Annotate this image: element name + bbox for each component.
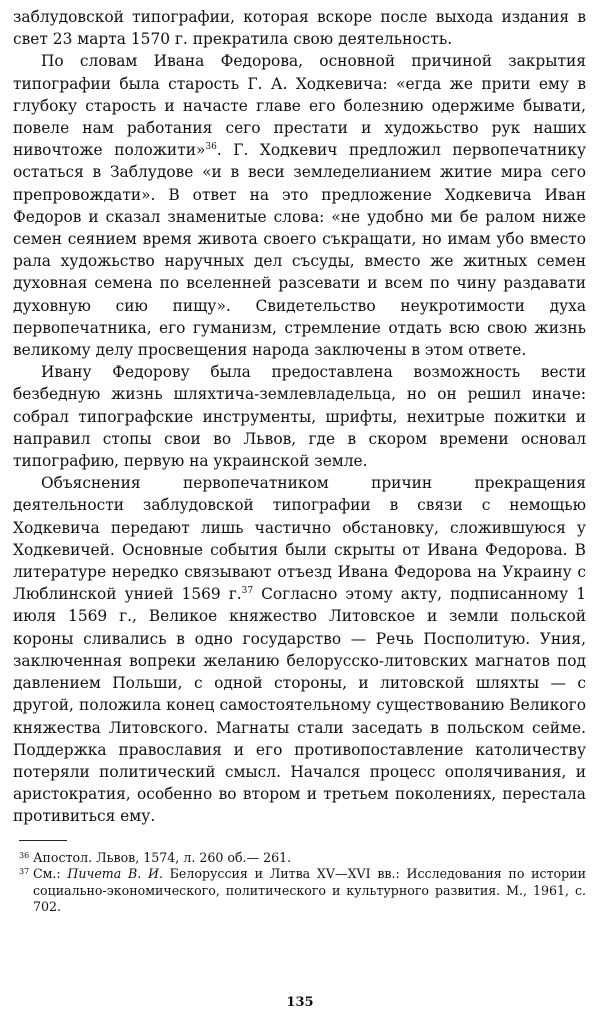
footnote-number: 37 bbox=[19, 867, 30, 877]
paragraph-4-text-cont: Согласно этому акту, подписанному 1 июля 1569 г., Великое княжество Литовское и земли польской короны сливались в одно государство — Речь Посполитую. Уния, заключенная вопреки желанию белорусско-литовских магнатов под давлением Польши, с одной стороны, и литовской шляхты — с другой, положила конец самостоятельному существованию Великого княжества Литовского. Магнаты стали заседать в польском сейме. Поддержка православия и его противопоставление католичеству потеряли политический смысл. Начался процесс ополячивания, и аристократия, особенно во втором и третьем поколениях, перестала противиться ему. bbox=[13, 585, 586, 826]
main-text bbox=[13, 6, 586, 828]
footnotes bbox=[13, 850, 586, 916]
paragraph-4-text: Объяснения первопечатником причин прекращения деятельности заблудовской типографии в связи с немощью Ходкевича передают лишь частично обстановку, сложившуюся у Ходкевичей. Основные события были скрыты от Ивана Федорова. В литературе нередко связывают отъезд Ивана Федорова на Украину с Люблинской унией 1569 г. bbox=[13, 474, 586, 604]
footnote-ref-36: 36 bbox=[205, 142, 217, 153]
paragraph-3-text: Ивану Федорову была предоставлена возможность вести безбедную жизнь шляхтича-землевладельца, но он решил иначе: собрал типографские инструменты, шрифты, нехитрые пожитки и направил стопы свои во Львов, где в скором времени основал типографию, первую на украинской земле. bbox=[13, 363, 586, 471]
page-number: 135 bbox=[286, 995, 314, 1010]
footnote-36 bbox=[13, 850, 586, 867]
footnote-divider bbox=[19, 840, 67, 841]
footnote-text-cont: Белоруссия и Литва XV—XVI вв.: Исследования по истории социально-экономического, политического и культурного развития. М., 1961, с. 702. bbox=[33, 866, 586, 915]
paragraph-3 bbox=[13, 361, 586, 472]
paragraph-1-text: заблудовской типографии, которая вскоре после выхода издания в свет 23 марта 1570 г. прекратила свою деятельность. bbox=[13, 8, 586, 49]
footnote-text: Апостол. Львов, 1574, л. 260 об.— 261. bbox=[33, 849, 292, 865]
footnote-author: Пичета В. И. bbox=[67, 866, 163, 882]
footnote-text: См.: bbox=[33, 866, 68, 882]
paragraph-2 bbox=[13, 50, 586, 361]
paragraph-2-text-cont: . Г. Ходкевич предложил первопечатнику остаться в Заблудове «и в веси земледелианием житие мира сего препровождати». В ответ на это предложение Ходкевича Иван Федоров и сказал знаменитые слова: «не удобно ми бе ралом ниже семен сеянием время живота своего съкращати, но имам убо вместо рала художьство наручных дел съсуды, вместо же житных семен духовная семена по вселенней разсевати и всем по чину раздавати духовную сию пищу». Свидетельство неукротимости духа первопечатника, его гуманизм, стремление отдать всю свою жизнь великому делу просвещения народа заключены в этом ответе. bbox=[13, 141, 587, 360]
footnote-number: 36 bbox=[19, 850, 30, 860]
footnote-ref-37: 37 bbox=[241, 586, 254, 597]
paragraph-4 bbox=[13, 472, 586, 827]
footnote-37 bbox=[13, 866, 586, 916]
paragraph-2-text: По словам Ивана Федорова, основной причиной закрытия типографии была старость Г. А. Ходкевича: «егда же прити ему в глубоку старость и начасте главе его болезнию одержиме бывати, повеле нам работания сего престати и художьство рук наших нивочтоже положити» bbox=[13, 52, 586, 160]
paragraph-1 bbox=[13, 6, 586, 50]
